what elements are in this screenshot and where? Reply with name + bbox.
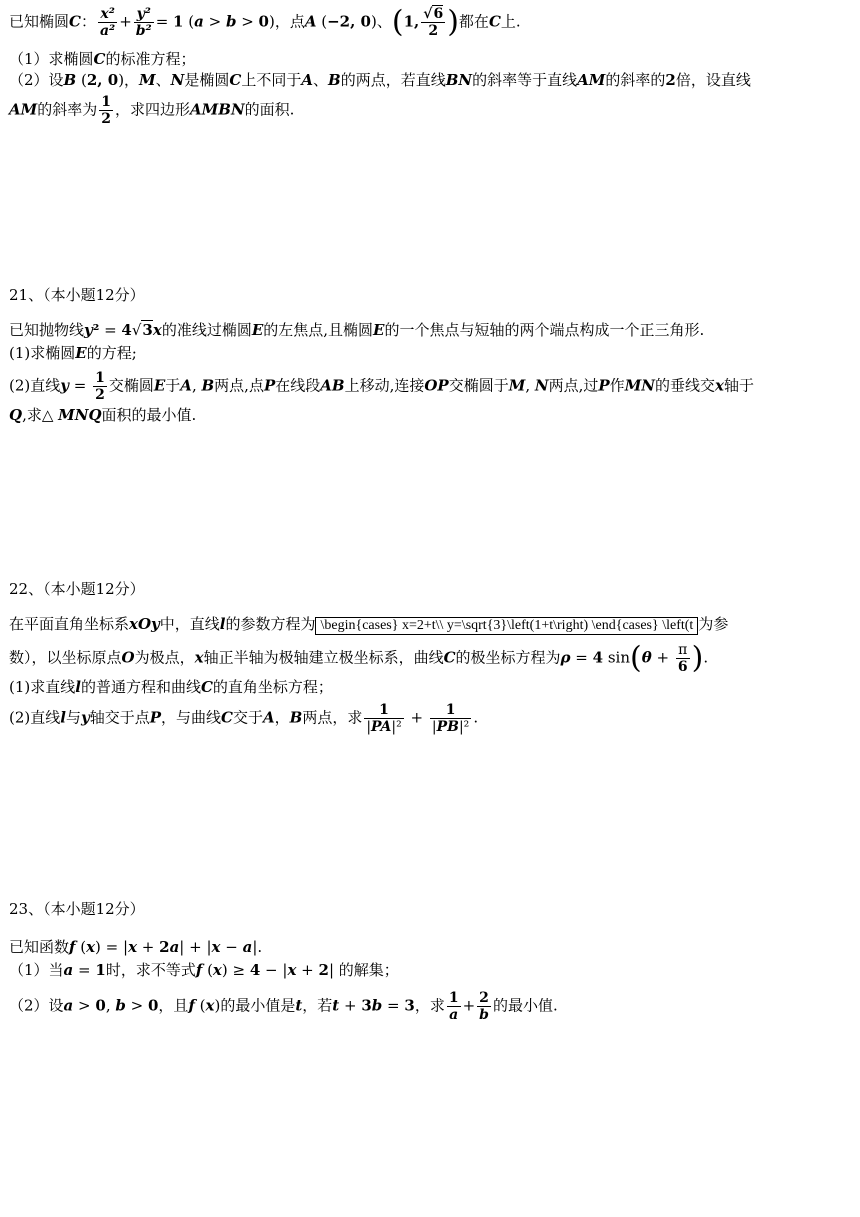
q21-part1: (1)求椭圆E的方程;	[9, 344, 137, 362]
raw-latex-box: \begin{cases} x=2+t\\ y=\sqrt{3}\left(1+t\right) \end{cases} \left(t	[315, 617, 698, 635]
q20-part2: （2）设B (2, 0)，M、N是椭圆C上不同于A、B的两点，若直线BN的斜率等于直线AM的斜率的2倍，设直线	[9, 71, 751, 89]
q23-part1: （1）当a = 1时，求不等式f (x) ≥ 4 − |x + 2| 的解集；	[9, 961, 399, 979]
q22-stem-cont: 数），以坐标原点O为极点，x轴正半轴为极轴建立极坐标系，曲线C的极坐标方程为ρ = 4 sin(θ + $\frac{\pi}{6}$ ).	[9, 640, 709, 676]
q20-part1: （1）求椭圆C的标准方程；	[9, 50, 196, 68]
q21-part2: (2)直线y = $\frac{1}{2}$ 交椭圆E于A, B两点,点P在线段AB上移动,连接OP交椭圆于M, N两点,过P作MN的垂线交x轴于	[9, 370, 754, 404]
q22-title: 22、（本小题12分）	[9, 580, 145, 598]
q20-part2-cont: AM的斜率为 $\frac{1}{2}$ ，求四边形AMBN的面积.	[9, 94, 295, 128]
q20-stem: 已知椭圆C： $\frac{\text{x²}}{\text{a²}}$ + $\frac{\text{y²}}{\text{b²}}$ = 1 (a > b > 0)，点A (−2, 0)、(1, $\frac{√6}{2}$ )都在C上.	[9, 4, 521, 40]
q21-stem: 已知抛物线y² = 4√3x的准线过椭圆E的左焦点,且椭圆E的一个焦点与短轴的两个端点构成一个正三角形.	[9, 321, 705, 339]
q23-stem: 已知函数f (x) = |x + 2a| + |x − a|.	[9, 938, 263, 956]
q22-stem: 在平面直角坐标系xOy中，直线l的参数方程为 \begin{cases} x=2+t\\ y=\sqrt{3}\left(1+t\right) \end{cases} \left(t 为参	[9, 615, 729, 633]
q23-title: 23、（本小题12分）	[9, 900, 145, 918]
q22-part2: (2)直线l与y轴交于点P，与曲线C交于A，B两点，求 $\frac{1}{\text{|PA|²}}$ + $\frac{1}{\text{|PB|²}}$ .	[9, 702, 479, 736]
q23-part2: （2）设a > 0, b > 0，且f (x)的最小值是t，若t + 3b = 3，求 $\frac{1}{a}$ + $\frac{2}{b}$ 的最小值.	[9, 990, 558, 1024]
q21-title: 21、（本小题12分）	[9, 286, 145, 304]
q21-part2-cont: Q,求△ MNQ面积的最小值.	[9, 406, 197, 424]
q22-part1: (1)求直线l的普通方程和曲线C的直角坐标方程；	[9, 678, 333, 696]
